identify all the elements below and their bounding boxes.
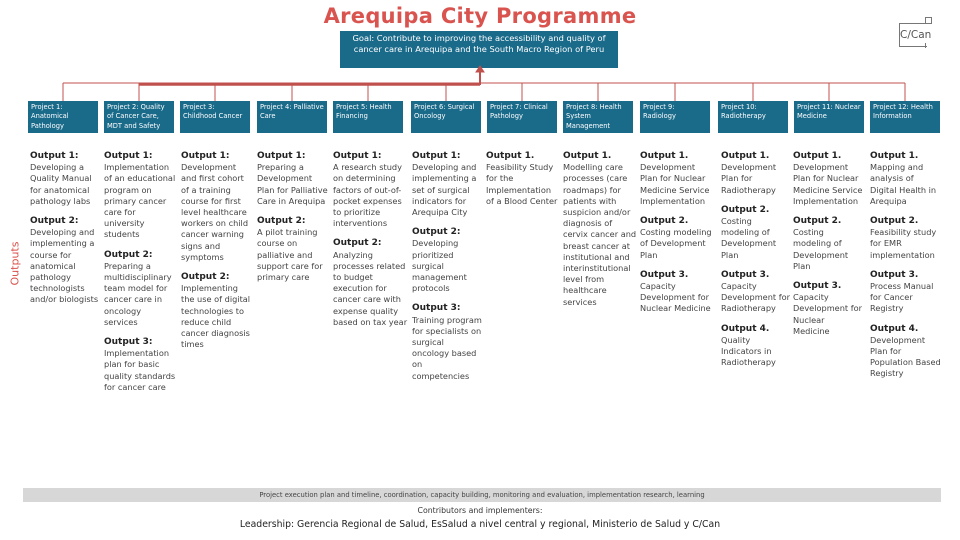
output-text: Implementing the use of digital technologies to reduce child cancer diagnosis times [181,283,251,350]
output-item [412,303,482,381]
output-text: Feasibility study for EMR implementation [870,227,937,260]
output-heading: Output 1: [333,151,382,161]
project-box-8: Project 8: Health System Management [563,101,633,133]
output-text: A research study on determining factors of out-of-pocket expenses to prioritize interventions [333,162,402,229]
logo-text: C/Can [900,29,932,41]
output-text: Analyzing processes related to budget execution for cancer care with expense quality based on tax year [333,249,408,327]
output-heading: Output 2: [104,249,153,260]
output-text: Preparing a multidisciplinary team model for cancer care in oncology services [104,260,172,327]
project-outputs-column [181,151,253,359]
output-text: Process Manual for Cancer Registry [870,281,934,314]
project-outputs-column [333,151,409,337]
output-heading: Output 3: [104,337,153,348]
output-item [870,216,942,261]
output-item [333,151,409,229]
project-outputs-column [30,151,102,315]
output-item [104,337,176,393]
output-text: Capacity Development for Nuclear Medicine [640,281,711,314]
project-box-7: Project 7: Clinical Pathology [487,101,557,133]
output-item [793,151,863,207]
project-box-12: Project 12: Health Information [870,101,940,133]
output-heading: Output 1. [793,151,842,161]
output-heading: Output 2: [257,216,306,227]
output-text: Development Plan for Radiotherapy [721,162,777,195]
output-text: Capacity Development for Nuclear Medicine [793,292,862,336]
project-outputs-column [563,151,637,317]
output-item [181,272,253,350]
output-text: Developing and implementing a course for anatomical pathology technologists and/or biologists [30,227,99,305]
project-outputs-column [870,151,942,389]
output-item [486,151,558,207]
project-box-5: Project 5: Health Financing [333,101,403,133]
project-box-10: Project 10: Radiotherapy [718,101,788,133]
output-heading: Output 1. [563,151,612,161]
output-text: Feasibility Study for the Implementation of a Blood Center [486,162,558,206]
output-text: Development and first cohort of a training course for first level healthcare workers on child cancer warning signs and symptoms [181,162,249,262]
output-text: Capacity Development for Radiotherapy [721,281,790,314]
output-heading: Output 3. [721,269,770,280]
output-item [412,227,482,294]
connector-lines [0,0,960,110]
output-heading: Output 1: [412,151,461,161]
project-box-2: Project 2: Quality of Cancer Care, MDT and Safety [104,101,174,133]
output-heading: Output 3: [412,303,461,314]
output-heading: Output 2: [181,272,230,283]
output-item [257,151,329,207]
programme-title: Arequipa City Programme [323,4,637,28]
output-heading: Output 1: [181,151,230,161]
project-outputs-column [721,151,791,377]
output-item [721,205,791,261]
output-item [30,151,102,207]
project-outputs-column [793,151,863,346]
output-text: Development Plan for Nuclear Medicine Service Implementation [640,162,710,206]
output-heading: Output 2. [640,216,689,227]
project-box-1: Project 1: Anatomical Pathology [28,101,98,133]
output-heading: Output 1. [640,151,689,161]
output-text: Development Plan for Nuclear Medicine Service Implementation [793,162,863,206]
arrow-up-icon [476,66,484,72]
output-item [333,238,409,328]
output-text: Implementation plan for basic quality standards for cancer care [104,348,176,392]
output-item [640,216,714,261]
output-item [104,250,176,328]
output-heading: Output 1: [104,151,153,161]
output-item [640,151,714,207]
output-text: Developing and implementing a set of surgical indicators for Arequipa City [412,162,477,218]
output-heading: Output 1. [870,151,919,161]
project-outputs-column [412,151,482,391]
contributors-label: Contributors and implementers: [417,506,543,515]
output-item [870,270,942,315]
project-box-6: Project 6: Surgical Oncology [411,101,481,133]
output-heading: Output 4. [721,323,770,334]
output-item [412,151,482,218]
output-heading: Output 2. [793,216,842,227]
project-outputs-column [257,151,329,292]
output-text: Quality Indicators in Radiotherapy [721,334,776,368]
output-item [30,216,102,306]
project-box-4: Project 4: Palliative Care [257,101,327,133]
bottom-bar: Project execution plan and timeline, coordination, capacity building, monitoring and evaluation, implementation research, learning [23,488,941,502]
output-text: Costing modeling of Development Plan [721,216,777,260]
output-item [563,151,637,308]
goal-box: Goal: Contribute to improving the accessibility and quality of cancer care in Arequipa and the South Macro Region of Peru [340,31,618,68]
output-heading: Output 3. [640,269,689,280]
output-text: Developing prioritized surgical management protocols [412,238,467,294]
project-box-9: Project 9: Radiology [640,101,710,133]
outputs-label: Outputs [8,241,22,286]
output-item [793,216,863,272]
output-heading: Output 2: [333,238,382,249]
output-item [721,151,791,196]
output-item [793,281,863,337]
output-heading: Output 2: [30,216,79,227]
output-item [104,151,176,241]
output-text: Implementation of an educational program on primary cancer care for university students [104,162,176,240]
output-text: Preparing a Development Plan for Palliative Care in Arequipa [257,162,328,206]
projects-row [28,101,933,133]
output-item [870,151,942,207]
output-text: Costing modeling of Development Plan [640,227,712,260]
output-item [721,324,791,369]
project-box-11: Project 11: Nuclear Medicine [794,101,864,133]
output-heading: Output 2: [412,227,461,238]
output-item [181,151,253,263]
output-heading: Output 4. [870,323,919,334]
output-heading: Output 1: [30,151,79,161]
output-heading: Output 1: [257,151,306,161]
output-text: Training program for specialists on surgical oncology based on competencies [412,314,482,381]
project-outputs-column [640,151,714,324]
output-item [721,270,791,315]
leadership-text: Leadership: Gerencia Regional de Salud, EsSalud a nivel central y regional, Ministerio de Salud y C/Can [239,519,721,530]
output-text: Development Plan for Population Based Registry [870,334,941,379]
output-item [640,270,714,315]
output-text: Modelling care processes (care roadmaps) for patients with suspicion and/or diagnosis of cervix cancer and breast cancer at institutional and interinstitutional level from healthcare services [563,162,637,307]
project-outputs-column [486,151,558,216]
output-heading: Output 2. [870,216,919,227]
project-outputs-column [104,151,176,402]
output-item [870,324,942,380]
output-text: Costing modeling of Development Plan [793,227,849,271]
output-item [257,216,329,283]
output-heading: Output 3. [793,281,842,292]
output-heading: Output 1. [486,151,535,161]
output-heading: Output 2. [721,204,770,215]
output-text: A pilot training course on palliative and support care for primary care [257,227,323,283]
output-text: Mapping and analysis of Digital Health in Arequipa [870,162,937,206]
project-box-3: Project 3: Childhood Cancer [180,101,250,133]
output-heading: Output 1. [721,151,770,161]
output-heading: Output 3. [870,269,919,280]
output-text: Developing a Quality Manual for anatomical pathology labs [30,162,92,206]
